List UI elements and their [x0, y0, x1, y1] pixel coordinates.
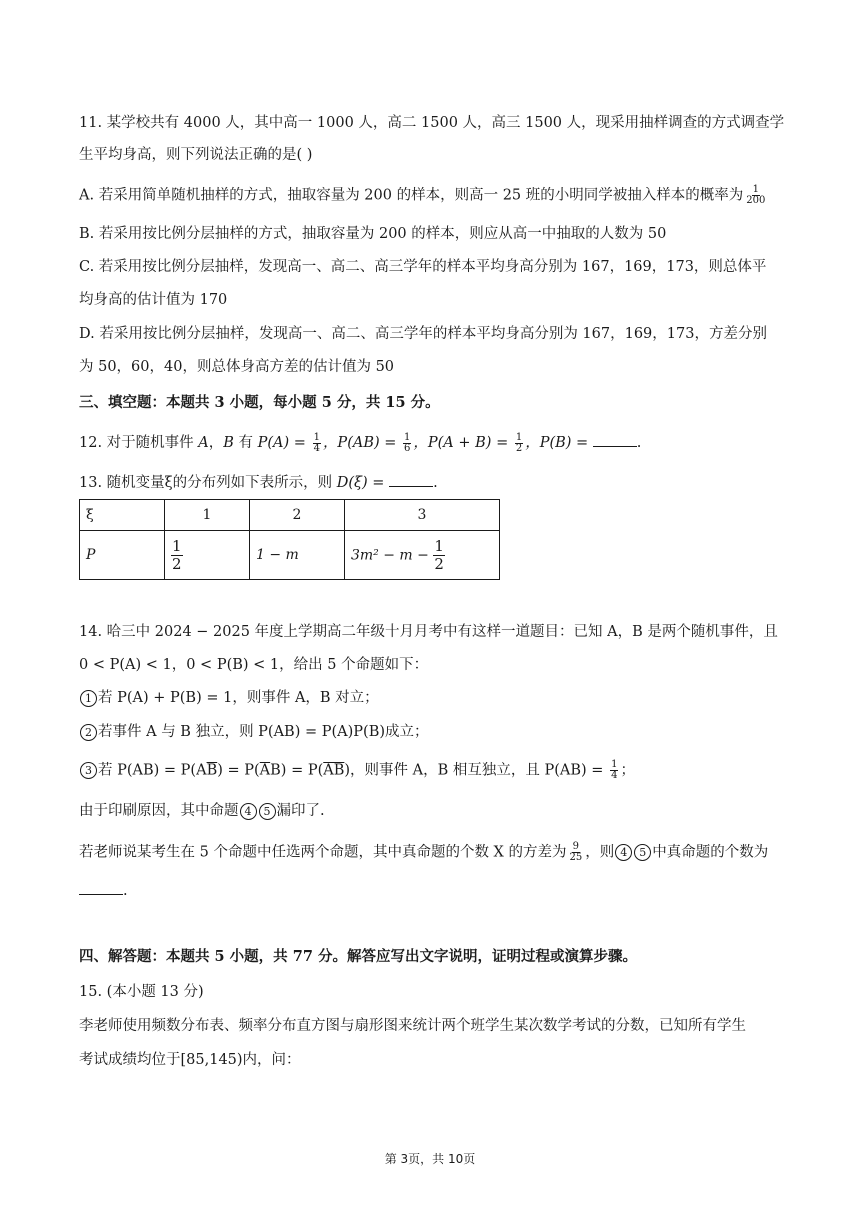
q12-pab: ，P(AB) = [322, 435, 402, 451]
q14-end: . [123, 883, 128, 899]
q14-ask-text: ，则 [585, 844, 615, 861]
q12-pa: P(A) = [257, 435, 311, 451]
section-3-heading: 三、填空题：本题共 3 小题，每小题 5 分，共 15 分。 [79, 394, 440, 411]
q14-prop3-complement: $\overline{AB}$ [323, 762, 345, 779]
q14-prop3 [79, 760, 790, 781]
q14-prop3-part: B) = P( [270, 762, 324, 779]
table-row [80, 531, 500, 580]
q12-sep: ， [208, 435, 224, 451]
q14-prop1 [79, 688, 790, 708]
q12-end: . [636, 435, 642, 451]
q14-line2: 0 < P(A) < 1，0 < P(B) < 1，给出 5 个命题如下： [79, 657, 429, 673]
table-row [80, 500, 500, 531]
q14-note-text: 漏印了. [276, 803, 325, 819]
q14-line1: 14. 哈三中 2024 − 2025 年度上学期高二年级十月月考中有这样一道题目：已知 A，B 是两个随机事件，且 [79, 624, 778, 640]
circled-number: 1 [80, 690, 97, 707]
q12-mid: 有 [233, 435, 258, 451]
circled-number: 3 [80, 762, 97, 779]
q14-prop3-part: ) = P( [217, 762, 260, 779]
q14-ask-fraction: $\frac{9}{25}$ [569, 841, 583, 863]
q11-option-c-line2: 均身高的估计值为 170 [79, 292, 228, 308]
q14-ask-text: 中真命题的个数为 [652, 844, 769, 861]
q11-option-a [79, 185, 790, 206]
table-cell: 2 [250, 500, 345, 531]
q14-prop2-text: 若事件 A 与 B 独立，则 P(AB) = P(A)P(B)成立； [98, 724, 429, 740]
table-expr: 3m² − m − [351, 547, 434, 563]
q14-prop2 [79, 722, 790, 742]
q14-prop3-fraction: $\frac{1}{4}$ [611, 759, 618, 781]
q14-prop1-text: 若 P(A) + P(B) = 1，则事件 A，B 对立； [98, 690, 379, 706]
q13-answer-blank[interactable] [389, 472, 433, 487]
q12-frac-3: $\frac{1}{2}$ [515, 431, 523, 454]
q13-stem: 13. 随机变量ξ的分布列如下表所示，则 [79, 475, 337, 491]
q14-note [79, 801, 790, 821]
section-4-heading: 四、解答题：本题共 5 小题，共 77 分。解答应写出文字说明，证明过程或演算步骤。 [79, 948, 637, 965]
q12-event-a: A [198, 435, 209, 451]
q11-stem-line1: 11. 某学校共有 4000 人，其中高一 1000 人，高二 1500 人，高三 1500 人，现采用抽样调查的方式调查学 [79, 115, 785, 131]
table-cell: 1 [165, 500, 250, 531]
q11-option-a-text: A. 若采用简单随机抽样的方式，抽取容量为 200 的样本，则高一 25 班的小明同学被抽入样本的概率为 [79, 187, 744, 204]
q14-ask [79, 842, 790, 863]
q14-prop3-part: )，则事件 A，B 相互独立，且 P(AB) = [344, 762, 609, 779]
q14-prop3-end: ； [620, 762, 635, 779]
q12-frac-2: $\frac{1}{6}$ [404, 431, 411, 454]
q12-prefix: 12. 对于随机事件 [79, 435, 199, 451]
q12-frac-1: $\frac{1}{4}$ [313, 431, 320, 454]
table-cell: 3 [345, 500, 500, 531]
distribution-table [79, 499, 500, 580]
q15-head: 15. (本小题 13 分) [79, 984, 204, 1000]
q14-ask-text: 若老师说某考生在 5 个命题中任选两个命题，其中真命题的个数 X 的方差为 [79, 844, 567, 861]
q11-option-a-fraction: $\frac{1}{200}$ [746, 184, 766, 206]
q14-prop3-part: 若 P(AB) = P(A [98, 762, 207, 779]
q13-variance: D(ξ) = [336, 475, 390, 491]
table-cell: 1 − m [250, 531, 345, 580]
q14-prop3-complement: $\overline{A}$ [259, 762, 271, 779]
q13-end: . [433, 475, 438, 491]
q14-answer [79, 880, 790, 901]
table-cell: P [80, 531, 165, 580]
q14-answer-blank[interactable] [79, 880, 123, 895]
q12-pa-plus-b: ，P(A + B) = [413, 435, 513, 451]
table-cell [165, 531, 250, 580]
q11-option-b: B. 若采用按比例分层抽样的方式，抽取容量为 200 的样本，则应从高一中抽取的人数为 50 [79, 226, 667, 242]
q12-answer-blank[interactable] [593, 432, 637, 447]
circled-number: 5 [259, 803, 276, 820]
q15-line2: 考试成绩均位于[85,145)内，问： [79, 1052, 301, 1068]
table-fraction: $\frac{1}{2}$ [172, 536, 182, 573]
q12 [79, 432, 790, 454]
table-fraction: $\frac{1}{2}$ [434, 536, 444, 573]
q15-line1: 李老师使用频数分布表、频率分布直方图与扇形图来统计两个班学生某次数学考试的分数，已知所有学生 [79, 1018, 746, 1034]
q12-event-b: B [223, 435, 234, 451]
table-cell: ξ [80, 500, 165, 531]
q14-note-text: 由于印刷原因，其中命题 [79, 803, 239, 819]
circled-number: 2 [80, 724, 97, 741]
q11-option-d-line1: D. 若采用按比例分层抽样，发现高一、高二、高三学年的样本平均身高分别为 167，169，173，方差分别 [79, 326, 767, 342]
table-cell [345, 531, 500, 580]
q12-pb: ，P(B) = [525, 435, 593, 451]
q13 [79, 472, 790, 493]
page-footer: 第 3页，共 10页 [384, 1152, 476, 1166]
q11-option-c-line1: C. 若采用按比例分层抽样，发现高一、高二、高三学年的样本平均身高分别为 167，169，173，则总体平 [79, 259, 767, 275]
q11-option-d-line2: 为 50，60，40，则总体身高方差的估计值为 50 [79, 359, 395, 375]
circled-number: 5 [634, 844, 651, 861]
circled-number: 4 [615, 844, 632, 861]
circled-number: 4 [240, 803, 257, 820]
q11-stem-line2: 生平均身高，则下列说法正确的是( ) [79, 147, 313, 163]
q14-prop3-complement: $\overline{B}$ [206, 762, 218, 779]
